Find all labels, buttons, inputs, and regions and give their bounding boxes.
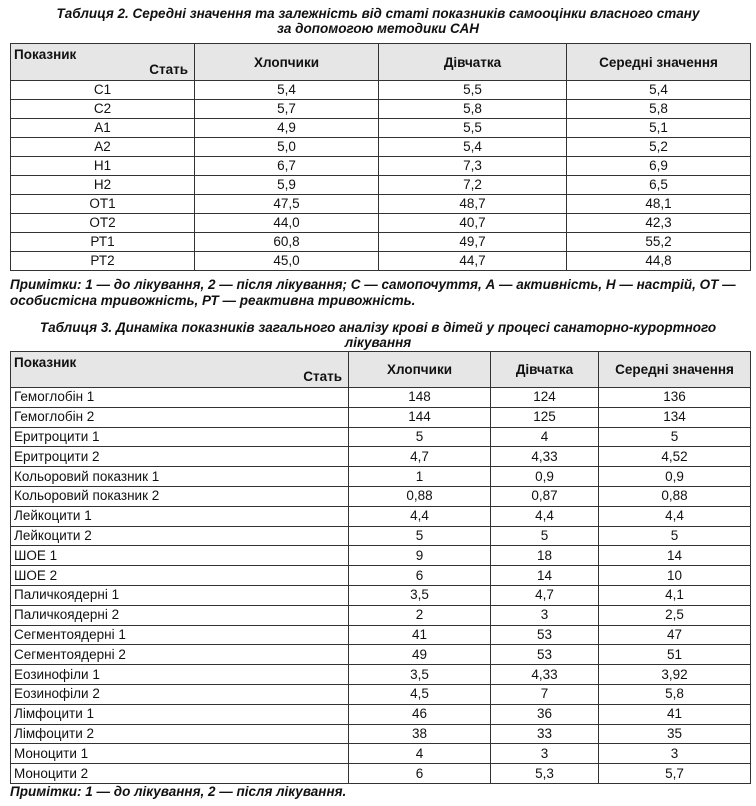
value-cell: 5,3 (491, 764, 599, 784)
value-cell: 4,1 (599, 585, 751, 605)
table-row (11, 724, 751, 744)
table2-note-line1: Примітки: 1 — до лікування, 2 — після лікування; С — самопочуття, А — активність, Н — настрій, ОТ — (10, 277, 736, 292)
row-label-cell: Сегментоядерні 2 (11, 645, 349, 665)
table-row (11, 81, 751, 100)
row-label-cell: ШОЕ 2 (11, 566, 349, 586)
value-cell: 5 (349, 427, 491, 447)
table-row (11, 157, 751, 176)
value-cell: 2 (349, 605, 491, 625)
value-cell: 5 (349, 526, 491, 546)
row-label-cell: Гемоглобін 1 (11, 388, 349, 408)
table-row (11, 764, 751, 784)
value-cell: 6 (349, 764, 491, 784)
value-cell: 3 (599, 744, 751, 764)
value-cell: 4 (349, 744, 491, 764)
value-cell: 4,5 (349, 684, 491, 704)
value-cell: 41 (349, 625, 491, 645)
value-cell: 5 (491, 526, 599, 546)
value-cell: 46 (349, 704, 491, 724)
row-label-cell: Еозинофіли 2 (11, 684, 349, 704)
row-label-cell: Паличкоядерні 2 (11, 605, 349, 625)
value-cell: 45,0 (195, 252, 379, 271)
table3-header-girls: Дівчатка (491, 352, 599, 388)
value-cell: 4,4 (349, 506, 491, 526)
table-row (11, 546, 751, 566)
table2-header-indicator (11, 44, 195, 81)
value-cell: 60,8 (195, 233, 379, 252)
table-row (11, 486, 751, 506)
table2-note-line2: особистісна тривожність, РТ — реактивна тривожність. (10, 293, 416, 308)
table2 (10, 43, 751, 271)
table-row (11, 605, 751, 625)
table-row (11, 506, 751, 526)
value-cell: 7 (491, 684, 599, 704)
value-cell: 44,7 (379, 252, 567, 271)
value-cell: 44,8 (567, 252, 751, 271)
row-label-cell: А1 (11, 119, 195, 138)
row-label-cell: Кольоровий показник 2 (11, 486, 349, 506)
table-row (11, 704, 751, 724)
table-row (11, 744, 751, 764)
value-cell: 5,8 (567, 100, 751, 119)
row-label-cell: Еритроцити 1 (11, 427, 349, 447)
value-cell: 0,88 (599, 486, 751, 506)
value-cell: 51 (599, 645, 751, 665)
value-cell: 0,9 (491, 467, 599, 487)
row-label-cell: ОТ1 (11, 195, 195, 214)
table3-note: Примітки: 1 — до лікування, 2 — після лікування. (10, 784, 347, 799)
value-cell: 5,8 (599, 684, 751, 704)
table2-header-boys: Хлопчики (195, 44, 379, 81)
value-cell: 5,5 (379, 81, 567, 100)
value-cell: 49,7 (379, 233, 567, 252)
value-cell: 14 (491, 566, 599, 586)
value-cell: 49 (349, 645, 491, 665)
value-cell: 5,5 (379, 119, 567, 138)
row-label-cell: Лімфоцити 2 (11, 724, 349, 744)
value-cell: 4,52 (599, 447, 751, 467)
value-cell: 4,4 (599, 506, 751, 526)
row-label-cell: Паличкоядерні 1 (11, 585, 349, 605)
value-cell: 6,9 (567, 157, 751, 176)
value-cell: 134 (599, 407, 751, 427)
value-cell: 4 (491, 427, 599, 447)
value-cell: 38 (349, 724, 491, 744)
value-cell: 3,5 (349, 585, 491, 605)
value-cell: 1 (349, 467, 491, 487)
table2-caption (0, 6, 756, 36)
value-cell: 33 (491, 724, 599, 744)
value-cell: 3,5 (349, 665, 491, 685)
value-cell: 40,7 (379, 214, 567, 233)
value-cell: 53 (491, 645, 599, 665)
table-row (11, 625, 751, 645)
value-cell: 2,5 (599, 605, 751, 625)
table-row (11, 119, 751, 138)
table-row (11, 566, 751, 586)
table3-header-mean: Середні значення (599, 352, 751, 388)
table3 (10, 351, 751, 784)
value-cell: 41 (599, 704, 751, 724)
value-cell: 9 (349, 546, 491, 566)
value-cell: 4,33 (491, 665, 599, 685)
table-row (11, 214, 751, 233)
table2-caption-line2: за допомогою методики САН (277, 21, 479, 36)
table2-body (11, 81, 751, 271)
table2-header-indicator-label: Показник (14, 47, 77, 62)
value-cell: 4,33 (491, 447, 599, 467)
table-row (11, 645, 751, 665)
table-row (11, 195, 751, 214)
table3-header-sex-label: Стать (303, 369, 342, 384)
table-row (11, 585, 751, 605)
table3-header-indicator-label: Показник (14, 355, 77, 370)
value-cell: 10 (599, 566, 751, 586)
value-cell: 48,1 (567, 195, 751, 214)
value-cell: 44,0 (195, 214, 379, 233)
value-cell: 47,5 (195, 195, 379, 214)
value-cell: 5,0 (195, 138, 379, 157)
value-cell: 4,7 (349, 447, 491, 467)
value-cell: 4,7 (491, 585, 599, 605)
table2-header-girls: Дівчатка (379, 44, 567, 81)
value-cell: 136 (599, 388, 751, 408)
table-row (11, 233, 751, 252)
value-cell: 5,4 (379, 138, 567, 157)
value-cell: 5,4 (567, 81, 751, 100)
value-cell: 124 (491, 388, 599, 408)
table-row (11, 684, 751, 704)
value-cell: 3 (491, 605, 599, 625)
row-label-cell: Гемоглобін 2 (11, 407, 349, 427)
value-cell: 144 (349, 407, 491, 427)
row-label-cell: Н1 (11, 157, 195, 176)
row-label-cell: ШОЕ 1 (11, 546, 349, 566)
row-label-cell: Лейкоцити 2 (11, 526, 349, 546)
value-cell: 3,92 (599, 665, 751, 685)
value-cell: 6 (349, 566, 491, 586)
table2-header-mean: Середні значення (567, 44, 751, 81)
value-cell: 4,9 (195, 119, 379, 138)
table3-caption-line1: Таблиця 3. Динаміка показників загального аналізу крові в дітей у процесі санаторно-курортного (39, 320, 717, 335)
value-cell: 53 (491, 625, 599, 645)
table-row (11, 388, 751, 408)
value-cell: 148 (349, 388, 491, 408)
table3-body (11, 388, 751, 784)
value-cell: 125 (491, 407, 599, 427)
row-label-cell: Моноцити 2 (11, 764, 349, 784)
value-cell: 5 (599, 526, 751, 546)
table2-header-sex-label: Стать (149, 62, 188, 77)
value-cell: 55,2 (567, 233, 751, 252)
value-cell: 6,5 (567, 176, 751, 195)
table2-note (10, 277, 750, 309)
row-label-cell: РТ2 (11, 252, 195, 271)
row-label-cell: РТ1 (11, 233, 195, 252)
table-row (11, 138, 751, 157)
value-cell: 0,9 (599, 467, 751, 487)
value-cell: 5,8 (379, 100, 567, 119)
value-cell: 36 (491, 704, 599, 724)
table3-caption-line2: лікування (344, 335, 412, 350)
row-label-cell: А2 (11, 138, 195, 157)
value-cell: 0,87 (491, 486, 599, 506)
value-cell: 7,3 (379, 157, 567, 176)
value-cell: 4,4 (491, 506, 599, 526)
value-cell: 35 (599, 724, 751, 744)
row-label-cell: Еозинофіли 1 (11, 665, 349, 685)
value-cell: 3 (491, 744, 599, 764)
value-cell: 5 (599, 427, 751, 447)
row-label-cell: С2 (11, 100, 195, 119)
row-label-cell: Сегментоядерні 1 (11, 625, 349, 645)
table3-header-indicator (11, 352, 349, 388)
row-label-cell: Еритроцити 2 (11, 447, 349, 467)
value-cell: 7,2 (379, 176, 567, 195)
table3-header-boys: Хлопчики (349, 352, 491, 388)
value-cell: 5,4 (195, 81, 379, 100)
table-row (11, 526, 751, 546)
row-label-cell: Кольоровий показник 1 (11, 467, 349, 487)
value-cell: 0,88 (349, 486, 491, 506)
table2-caption-line1: Таблиця 2. Середні значення та залежність від статі показників самооцінки власного стану (56, 6, 700, 21)
value-cell: 5,1 (567, 119, 751, 138)
table-row (11, 176, 751, 195)
table-row (11, 427, 751, 447)
row-label-cell: Лейкоцити 1 (11, 506, 349, 526)
value-cell: 5,2 (567, 138, 751, 157)
value-cell: 6,7 (195, 157, 379, 176)
value-cell: 48,7 (379, 195, 567, 214)
table-row (11, 467, 751, 487)
value-cell: 42,3 (567, 214, 751, 233)
value-cell: 14 (599, 546, 751, 566)
row-label-cell: ОТ2 (11, 214, 195, 233)
value-cell: 5,9 (195, 176, 379, 195)
value-cell: 47 (599, 625, 751, 645)
table-row (11, 100, 751, 119)
value-cell: 5,7 (195, 100, 379, 119)
table-row (11, 252, 751, 271)
row-label-cell: Лімфоцити 1 (11, 704, 349, 724)
table-row (11, 665, 751, 685)
row-label-cell: С1 (11, 81, 195, 100)
row-label-cell: Моноцити 1 (11, 744, 349, 764)
table-row (11, 407, 751, 427)
table-row (11, 447, 751, 467)
table3-caption (0, 320, 756, 350)
value-cell: 18 (491, 546, 599, 566)
value-cell: 5,7 (599, 764, 751, 784)
row-label-cell: Н2 (11, 176, 195, 195)
